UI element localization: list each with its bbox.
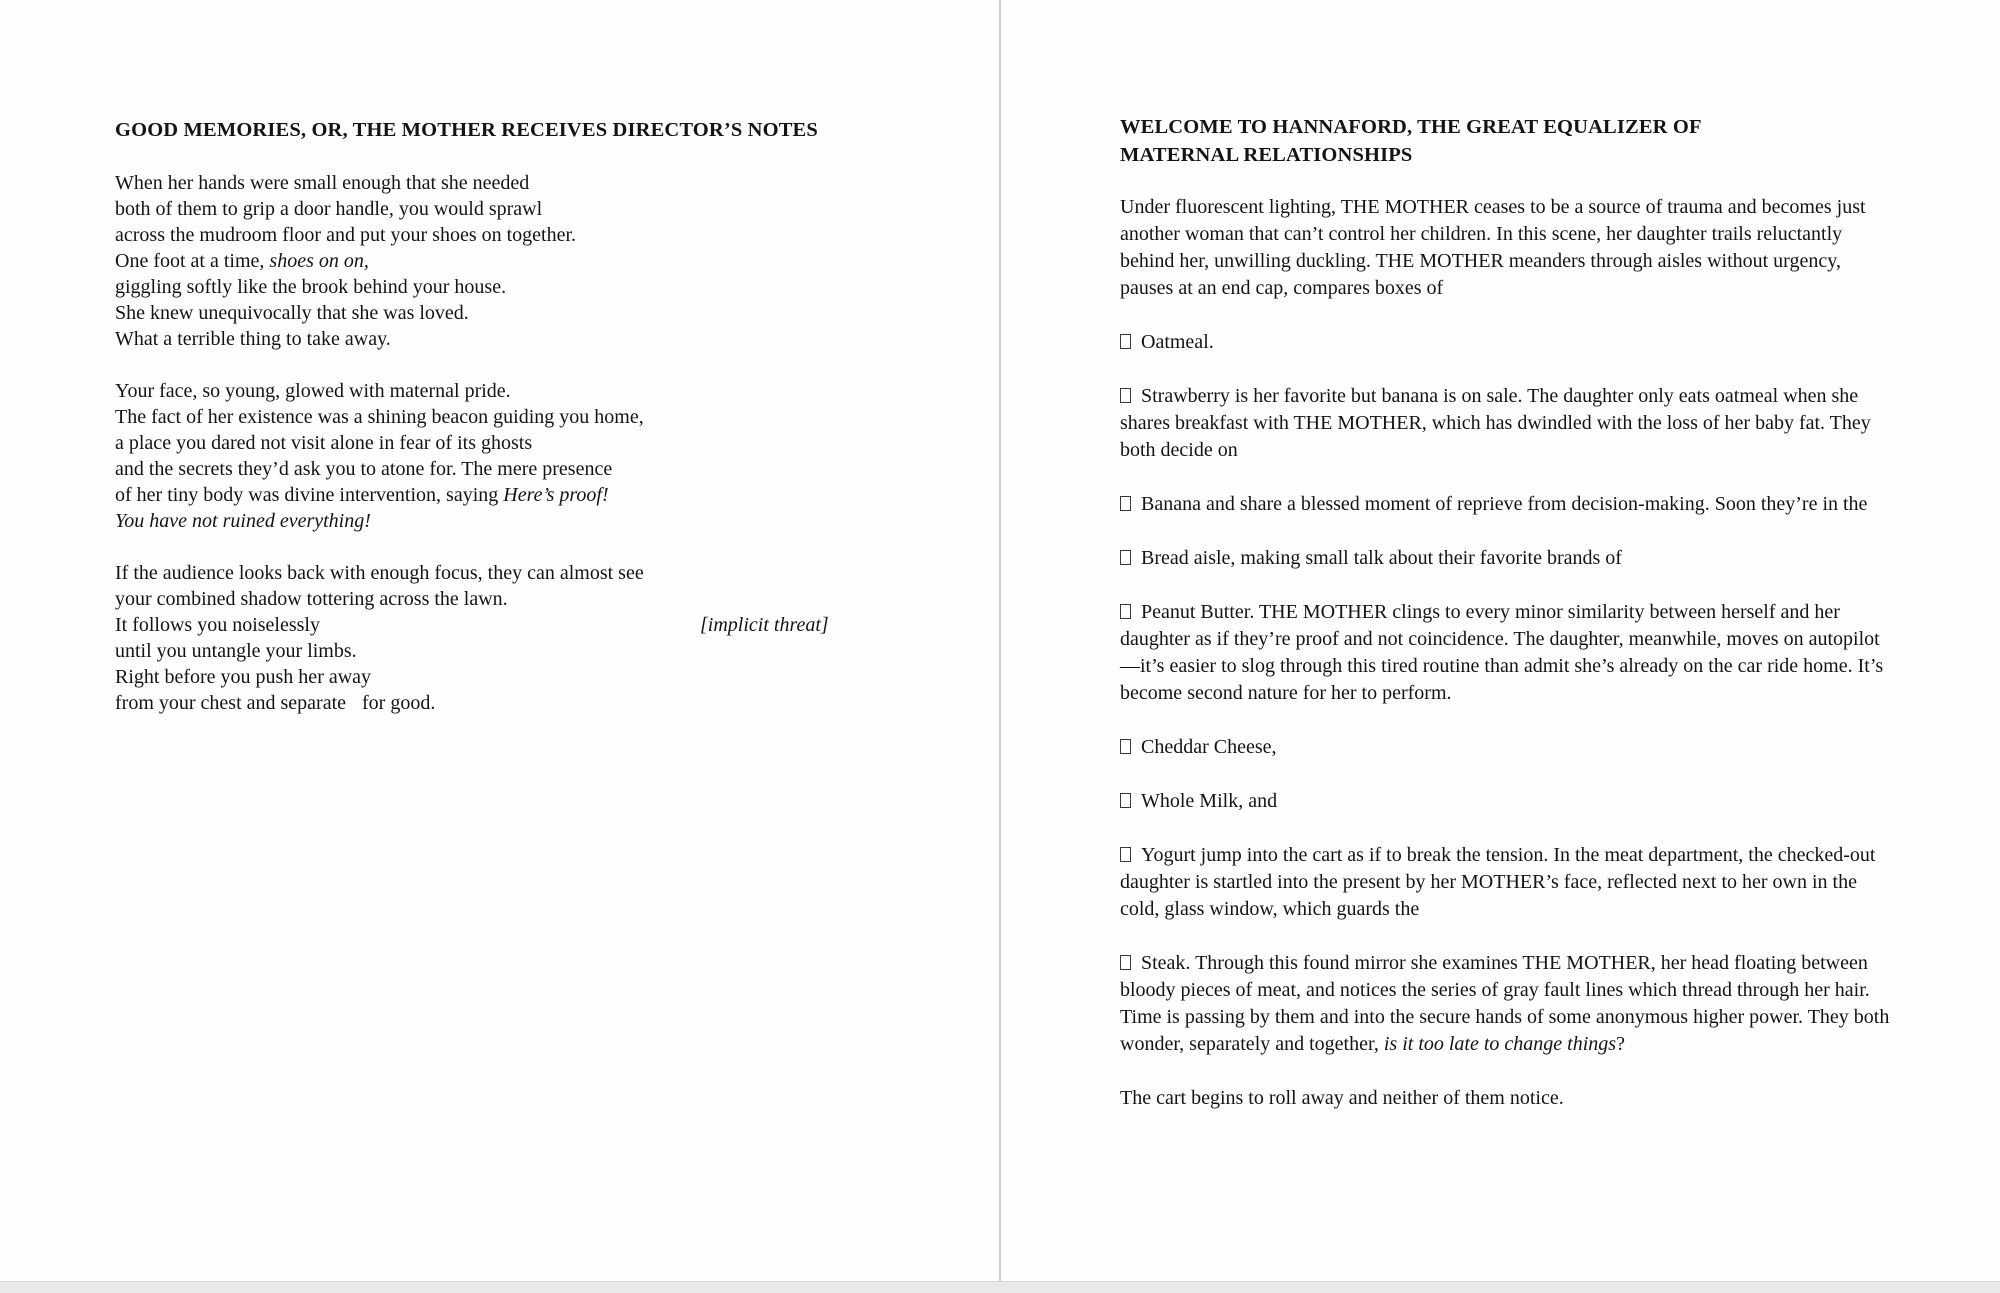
poem-line bbox=[115, 560, 935, 586]
checklist-item bbox=[1120, 491, 1895, 518]
poem-line bbox=[115, 430, 935, 456]
empty-checkbox-icon bbox=[1120, 604, 1131, 619]
text-segment: Your face, so young, glowed with maternal pride. bbox=[115, 380, 511, 402]
text-segment: from your chest and separate bbox=[115, 692, 347, 714]
text-segment: Bread aisle, making small talk about their favorite brands of bbox=[1141, 547, 1622, 569]
text-segment: Whole Milk, and bbox=[1141, 790, 1278, 812]
text-segment: Yogurt jump into the cart as if to break the tension. In the meat department, the checked-out daughter is startled into the present by her MOTHER’s face, reflected next to her own in the cold, glass window, which guards the bbox=[1120, 844, 1876, 920]
text-segment: for good. bbox=[362, 692, 436, 714]
poem-line bbox=[115, 300, 935, 326]
italic-text-segment: is it too late to change things bbox=[1383, 1033, 1617, 1055]
checklist-item bbox=[1120, 842, 1895, 923]
poem-line bbox=[115, 664, 935, 690]
text-segment: both of them to grip a door handle, you would sprawl bbox=[115, 198, 543, 220]
italic-text-segment: shoes on on, bbox=[269, 250, 369, 272]
page-right bbox=[1000, 0, 2000, 1293]
text-segment: Cheddar Cheese, bbox=[1141, 736, 1277, 758]
empty-checkbox-icon bbox=[1120, 847, 1131, 862]
poem-line bbox=[115, 638, 935, 664]
poem-line bbox=[115, 170, 935, 196]
poem-line bbox=[115, 274, 935, 300]
poem-line bbox=[115, 508, 935, 534]
text-segment: One foot at a time, bbox=[115, 250, 270, 272]
prose-body bbox=[1120, 194, 1895, 1112]
text-segment: If the audience looks back with enough focus, they can almost see bbox=[115, 562, 644, 584]
text-segment: and the secrets they’d ask you to atone for. The mere presence bbox=[115, 458, 613, 480]
page-bottom-edge bbox=[0, 1281, 2000, 1293]
poem-stanza bbox=[115, 170, 935, 352]
checklist-item bbox=[1120, 734, 1895, 761]
checklist-item bbox=[1120, 950, 1895, 1058]
checklist-item bbox=[1120, 788, 1895, 815]
text-segment: When her hands were small enough that she needed bbox=[115, 172, 530, 194]
empty-checkbox-icon bbox=[1120, 739, 1131, 754]
text-segment: Banana and share a blessed moment of reprieve from decision-making. Soon they’re in the bbox=[1141, 493, 1868, 515]
poem-line bbox=[115, 482, 935, 508]
italic-text-segment: Here’s proof! bbox=[503, 484, 609, 506]
poem-line bbox=[115, 690, 935, 716]
poem-line bbox=[115, 612, 935, 638]
text-segment: Oatmeal. bbox=[1141, 331, 1214, 353]
empty-checkbox-icon bbox=[1120, 793, 1131, 808]
text-segment: Steak. Through this found mirror she examines THE MOTHER, her head floating between bloody pieces of meat, and notices the series of gray fault lines which thread through her hair. Time is passing by them and into the secure hands of some anonymous higher power. They both wonder, separately and together, bbox=[1120, 952, 1890, 1055]
text-segment: a place you dared not visit alone in fear of its ghosts bbox=[115, 432, 533, 454]
poem-line bbox=[115, 326, 935, 352]
poem-line bbox=[115, 586, 935, 612]
intro-paragraph: Under fluorescent lighting, THE MOTHER ceases to be a source of trauma and becomes just another woman that can’t control her children. In this scene, her daughter trails reluctantly behind her, unwilling duckling. THE MOTHER meanders through aisles without urgency, pauses at an end cap, compares boxes of bbox=[1120, 196, 1866, 299]
empty-checkbox-icon bbox=[1120, 496, 1131, 511]
italic-text-segment: You have not ruined everything! bbox=[115, 510, 371, 532]
text-segment: She knew unequivocally that she was loved. bbox=[115, 302, 469, 324]
poem-stanza bbox=[115, 378, 935, 534]
left-page-title: GOOD MEMORIES, OR, THE MOTHER RECEIVES DIRECTOR’S NOTES bbox=[115, 119, 818, 141]
text-segment: of her tiny body was divine intervention, saying bbox=[115, 484, 504, 506]
text-segment: ? bbox=[1616, 1033, 1625, 1055]
checklist bbox=[1120, 329, 1895, 1058]
right-page-title: WELCOME TO HANNAFORD, THE GREAT EQUALIZER OF MATERNAL RELATIONSHIPS bbox=[1120, 116, 1701, 166]
poem-line bbox=[115, 456, 935, 482]
text-segment: It follows you noiselessly bbox=[115, 614, 320, 636]
empty-checkbox-icon bbox=[1120, 334, 1131, 349]
text-segment: until you untangle your limbs. bbox=[115, 640, 357, 662]
checklist-item bbox=[1120, 545, 1895, 572]
outro-paragraph: The cart begins to roll away and neither of them notice. bbox=[1120, 1087, 1564, 1109]
poem-line bbox=[115, 196, 935, 222]
text-segment: across the mudroom floor and put your shoes on together. bbox=[115, 224, 577, 246]
poem-line bbox=[115, 378, 935, 404]
checklist-item bbox=[1120, 599, 1895, 707]
empty-checkbox-icon bbox=[1120, 388, 1131, 403]
text-segment: giggling softly like the brook behind your house. bbox=[115, 276, 507, 298]
checklist-item bbox=[1120, 383, 1895, 464]
empty-checkbox-icon bbox=[1120, 550, 1131, 565]
text-segment: Right before you push her away bbox=[115, 666, 372, 688]
italic-text-segment: [implicit threat] bbox=[700, 614, 829, 636]
empty-checkbox-icon bbox=[1120, 955, 1131, 970]
poem-line bbox=[115, 222, 935, 248]
poem-line bbox=[115, 404, 935, 430]
text-segment: your combined shadow tottering across the lawn. bbox=[115, 588, 508, 610]
poem-line bbox=[115, 248, 935, 274]
text-segment: Peanut Butter. THE MOTHER clings to every minor similarity between herself and her daughter as if they’re proof and not coincidence. The daughter, meanwhile, moves on autopilot—it’s easier to slog through this tired routine than admit she’s already on the car ride home. It’s become second nature for her to perform. bbox=[1120, 601, 1884, 704]
text-segment: What a terrible thing to take away. bbox=[115, 328, 391, 350]
text-segment: Strawberry is her favorite but banana is on sale. The daughter only eats oatmeal when she shares breakfast with THE MOTHER, which has dwindled with the loss of her baby fat. They both decide on bbox=[1120, 385, 1871, 461]
poem-body bbox=[115, 170, 935, 716]
checklist-item bbox=[1120, 329, 1895, 356]
text-segment: The fact of her existence was a shining beacon guiding you home, bbox=[115, 406, 644, 428]
poem-stanza bbox=[115, 560, 935, 716]
